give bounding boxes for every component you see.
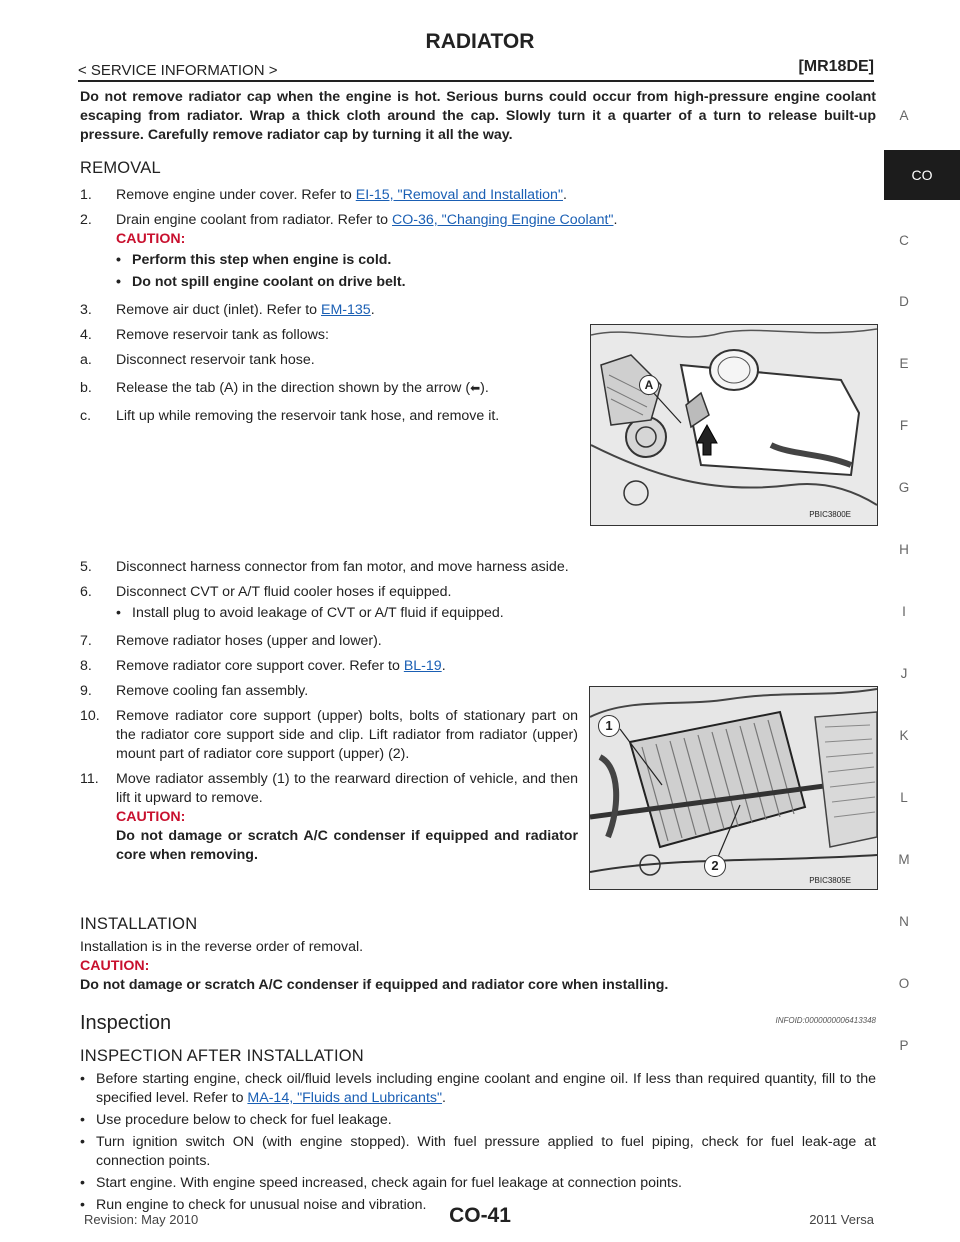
link-ma-14[interactable]: MA-14, "Fluids and Lubricants" xyxy=(247,1090,443,1106)
step-number: 4. xyxy=(80,327,92,343)
figure-spacer xyxy=(80,871,876,915)
side-tab-j[interactable]: J xyxy=(900,666,908,681)
figure-code: PBIC3800E xyxy=(809,510,851,519)
step-text: Disconnect harness connector from fan motor, and move harness aside. xyxy=(116,559,569,575)
side-tab-m[interactable]: M xyxy=(898,852,910,867)
model-year: 2011 Versa xyxy=(809,1212,874,1227)
step-number: a. xyxy=(80,352,92,368)
step-text: Lift up while removing the reservoir tank hose, and remove it. xyxy=(116,408,500,424)
step-number: 9. xyxy=(80,683,92,699)
link-co-36[interactable]: CO-36, "Changing Engine Coolant" xyxy=(392,212,614,228)
inspection-heading-row xyxy=(80,1011,876,1033)
side-tab-p[interactable]: P xyxy=(899,1038,909,1053)
inspection-item: • Turn ignition switch ON (with engine stopped). With fuel pressure applied to fuel piping, check for fuel leak-age at connection points. xyxy=(80,1134,876,1169)
side-tab-e[interactable]: E xyxy=(899,356,909,371)
caution-label: CAUTION: xyxy=(116,809,186,825)
step-9 xyxy=(80,682,876,701)
section-label: < SERVICE INFORMATION > xyxy=(78,62,278,79)
step-number: 2. xyxy=(80,212,92,228)
side-tab-o[interactable]: O xyxy=(898,976,910,991)
info-id: INFOID:0000000006413348 xyxy=(775,1016,876,1025)
inspection-heading: Inspection xyxy=(80,1012,172,1034)
caution-item: • Do not spill engine coolant on drive belt. xyxy=(116,274,406,290)
step-10 xyxy=(80,707,578,764)
link-ei-15[interactable]: EI-15, "Removal and Installation" xyxy=(355,187,563,203)
side-tab-f[interactable]: F xyxy=(899,418,909,433)
step-number: 8. xyxy=(80,658,92,674)
step-tail: ). xyxy=(480,380,489,396)
inspection-item: • Before starting engine, check oil/fluid levels including engine coolant and engine oil. If less than required quantity, fill to the specified level. Refer to MA-14, "Fluids and Lubricants". xyxy=(80,1071,876,1106)
step-text: Remove radiator core support (upper) bolts, bolts of stationary part on the radiator core support side and clip. Lift radiator from radiator (upper) mount part of radiator core support (upper) (2). xyxy=(116,708,578,762)
step-text: Drain engine coolant from radiator. Refer to xyxy=(116,212,393,228)
page-title: RADIATOR xyxy=(425,30,535,53)
step-c xyxy=(80,407,560,426)
inspection-subheading: INSPECTION AFTER INSTALLATION xyxy=(80,1047,364,1065)
step-number: 11. xyxy=(80,771,99,787)
side-tab-c[interactable]: C xyxy=(899,233,909,248)
bullet: • xyxy=(80,1071,85,1087)
caution-label: CAUTION: xyxy=(80,958,150,974)
step-text: Remove reservoir tank as follows: xyxy=(116,327,329,343)
step-number: 7. xyxy=(80,633,92,649)
caution-item: • Perform this step when engine is cold. xyxy=(116,252,392,268)
step-1 xyxy=(80,186,876,205)
installation-text: Installation is in the reverse order of removal. xyxy=(80,939,364,955)
bullet: • xyxy=(116,274,121,290)
bullet: • xyxy=(116,252,121,268)
bullet: • xyxy=(80,1112,85,1128)
step-bullet: • Install plug to avoid leakage of CVT or A/T fluid if equipped. xyxy=(116,605,504,621)
side-tab-active[interactable]: CO xyxy=(884,150,960,200)
substeps xyxy=(80,351,560,426)
side-tab-d[interactable]: D xyxy=(899,294,909,309)
side-tab-l[interactable]: L xyxy=(900,790,908,805)
link-bl-19[interactable]: BL-19 xyxy=(403,658,442,674)
step-number: 1. xyxy=(80,187,92,203)
figure-callout-2: 2 xyxy=(704,855,726,877)
removal-heading: REMOVAL xyxy=(80,159,161,177)
figure-spacer xyxy=(80,432,876,558)
step-tail: . xyxy=(441,658,446,674)
figure-callout-1: 1 xyxy=(598,715,620,737)
side-tab-g[interactable]: G xyxy=(898,480,910,495)
step-text: Disconnect reservoir tank hose. xyxy=(116,352,315,368)
engine-code: [MR18DE] xyxy=(798,58,874,75)
step-text: Disconnect CVT or A/T fluid cooler hoses if equipped. xyxy=(116,584,452,600)
step-5 xyxy=(80,558,876,577)
step-text: Remove air duct (inlet). Refer to xyxy=(116,302,322,318)
warning-text: Do not remove radiator cap when the engine is hot. Serious burns could occur from high-pressure engine coolant escaping from radiator. Wrap a thick cloth around the cap. Slowly turn it a quarter of a turn to release built-up pressure. Carefully remove radiator cap by turning it all the way. xyxy=(80,89,876,143)
bullet: • xyxy=(80,1197,85,1213)
step-text: Release the tab (A) in the direction shown by the arrow ( xyxy=(116,380,471,396)
page-number: CO-41 xyxy=(449,1204,511,1227)
figure-callout-a: A xyxy=(639,375,659,395)
caution-text: Do not damage or scratch A/C condenser if equipped and radiator core when removing. xyxy=(116,828,578,863)
step-number: 6. xyxy=(80,584,92,600)
step-text: Remove radiator hoses (upper and lower). xyxy=(116,633,382,649)
arrow-icon: ⬅ xyxy=(470,381,481,395)
figure-code: PBIC3805E xyxy=(809,876,851,885)
side-tab-h[interactable]: H xyxy=(899,542,909,557)
side-tab-i[interactable]: I xyxy=(902,604,906,619)
inspection-item: • Start engine. With engine speed increased, check again for fuel leakage at connection points. xyxy=(80,1175,683,1191)
side-tab-k[interactable]: K xyxy=(899,728,909,743)
inspection-item: • Run engine to check for unusual noise and vibration. xyxy=(80,1197,427,1213)
caution-label: CAUTION: xyxy=(116,231,186,247)
step-number: c. xyxy=(80,408,92,424)
caution-text: Do not damage or scratch A/C condenser if equipped and radiator core when installing. xyxy=(80,977,669,993)
step-7 xyxy=(80,632,876,651)
side-tab-a[interactable]: A xyxy=(899,108,909,123)
step-tail: . xyxy=(370,302,375,318)
inspection-item: • Use procedure below to check for fuel leakage. xyxy=(80,1112,392,1128)
bullet: • xyxy=(80,1134,85,1150)
step-6 xyxy=(80,583,876,626)
steps-10-11 xyxy=(80,707,578,865)
step-tail: . xyxy=(613,212,618,228)
step-3 xyxy=(80,301,876,320)
step-text: Remove cooling fan assembly. xyxy=(116,683,309,699)
installation-heading: INSTALLATION xyxy=(80,915,198,933)
step-text: Remove engine under cover. Refer to xyxy=(116,187,356,203)
bullet: • xyxy=(80,1175,85,1191)
step-2 xyxy=(80,211,876,295)
step-11 xyxy=(80,770,578,865)
revision-date: Revision: May 2010 xyxy=(84,1212,199,1227)
bullet: • xyxy=(116,605,121,621)
step-b xyxy=(80,379,560,398)
document-body xyxy=(80,88,876,1218)
step-text: Move radiator assembly (1) to the rearward direction of vehicle, and then lift it upward to remove. xyxy=(116,771,578,806)
side-tab-n[interactable]: N xyxy=(899,914,909,929)
step-a xyxy=(80,351,560,370)
header-rule xyxy=(78,80,874,82)
step-number: 5. xyxy=(80,559,92,575)
step-number: 3. xyxy=(80,302,92,318)
link-em-135[interactable]: EM-135 xyxy=(321,302,371,318)
step-tail: . xyxy=(562,187,567,203)
step-4 xyxy=(80,326,876,345)
step-text: Remove radiator core support cover. Refer to xyxy=(116,658,404,674)
step-8 xyxy=(80,657,876,676)
step-number: b. xyxy=(80,380,92,396)
step-number: 10. xyxy=(80,708,100,724)
